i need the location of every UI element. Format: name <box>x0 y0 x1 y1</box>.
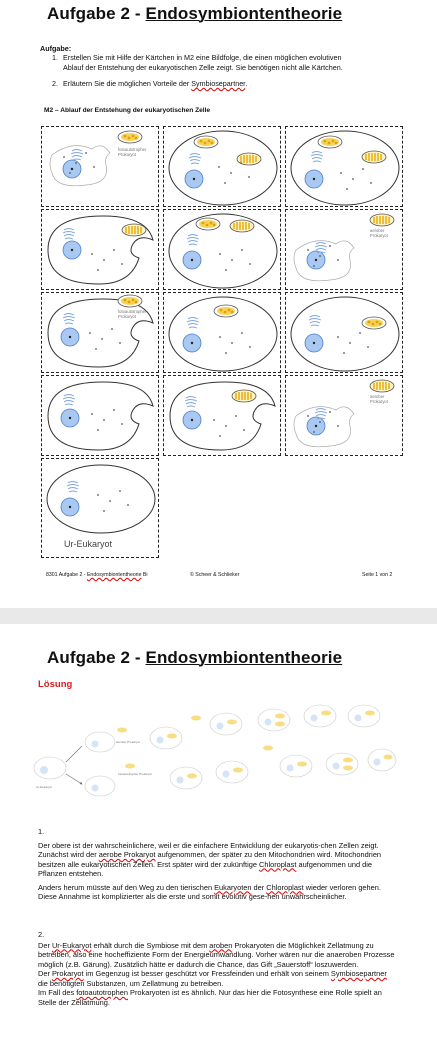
footer-center: © Scheer & Schlieker <box>190 572 240 578</box>
label-ur-eukaryot: Ur-Eukaryot <box>64 539 113 549</box>
page-title-2: Aufgabe 2 - Endosymbiontentheorie <box>47 648 343 667</box>
card-cell-chloro-mito[interactable] <box>163 126 281 207</box>
answer-2-paragraph-1: Der Ur-Eukaryot erhält durch die Symbiose mit dem aroben Prokaryoten die Möglichkeit Zellatmung zu betreiben, also eine hocheffiziente Form der Energieumwandlung. Vorher wären nur die anaeroben Prozesse möglich (z.B. Gärung). Zusätzlich hätte er dadurch die Chance, das Gift „Sauerstoff“ loszuwerden. <box>38 940 395 969</box>
label-photo-prokaryote-2: fotoautotropher Prokaryot <box>118 309 147 319</box>
card-small-cell-aerob-prokaryote-2[interactable] <box>285 375 403 456</box>
footer-right: Seite 1 von 2 <box>362 572 393 578</box>
task-1-number: 1. <box>52 53 58 62</box>
task-2-number: 2. <box>52 79 58 88</box>
card-cell-chloro-2[interactable] <box>285 292 403 373</box>
card-cell-chloro-mito-3[interactable] <box>163 209 281 290</box>
answer-2-paragraph-2: Der Prokaryot im Gegenzug ist besser geschützt vor Fressfeinden und erhält von seinem Symbiosepartner die benötigten Substanzen, um Zellatmung zu betreiben. <box>38 969 387 988</box>
diagram-start-cell <box>34 757 66 779</box>
solution-label: Lösung <box>38 679 73 690</box>
card-small-cell-aerob-prokaryote[interactable] <box>285 209 403 290</box>
worksheet-page-2 <box>0 624 437 1041</box>
answer-1-paragraph-1: Der obere ist der wahrscheinlichere, weil er die einfachere Entwicklung der eukaryotis-chen Zellen zeigt. Zunächst wird der aerobe Prokaryot aufgenommen, der später zu den Mitochondrien wird. Mitochondrien besitzen alle eukaryotischen Zellen. Erst später wird der zukünftige Chloroplast aufgenommen und die Pflanzen entstehen. <box>38 840 382 878</box>
task-2-text: Erläutern Sie die möglichen Vorteile der Symbiosepartner. <box>63 79 248 88</box>
card-cell-engulfing-mito[interactable] <box>163 375 281 456</box>
answer-1 <box>38 827 398 906</box>
answer-1-number: 1. <box>38 827 45 836</box>
card-ur-eukaryot[interactable] <box>41 458 159 558</box>
footer-left: 8301 Aufgabe 2 - Endosymbiontentheorie Bi <box>46 572 148 578</box>
card-cell-engulfing[interactable] <box>41 209 159 290</box>
task-1-line-1: Erstellen Sie mit Hilfe der Kärtchen in M2 eine Bildfolge, die einen möglichen evolutiven <box>63 53 342 62</box>
label-aerob-prokaryote-2: aerober Prokaryot <box>370 394 388 404</box>
m2-title: M2 – Ablauf der Entstehung der eukaryotischen Zelle <box>44 107 211 114</box>
answer-2 <box>38 930 398 1007</box>
answer-2-paragraph-3: Im Fall des fotoautotrophen Prokaryoten ist es ähnlich. Nur das hier die Fotosynthese eine Rolle spielt an Stelle der Zellatmung. <box>38 988 382 1007</box>
card-cell-chloro-mito-2[interactable] <box>285 126 403 207</box>
solution-diagram <box>30 704 400 804</box>
card-small-cell-photo-prokaryote[interactable] <box>41 126 159 207</box>
answer-1-paragraph-2: Anders herum müsste auf den Weg zu den tierischen Eukaryoten der Chloroplast wieder verloren gehen. Diese Annahme ist komplizierter als die erste und somit evolutiv gese-hen unwahrscheinlicher. <box>38 882 381 901</box>
label-aerob-prokaryote: aerober Prokaryot <box>370 228 388 238</box>
card-grid <box>41 126 403 560</box>
card-cell-photo-prokaryote-2[interactable] <box>41 292 159 373</box>
label-photo-prokaryote: fotoautotropher Prokaryot <box>118 147 147 157</box>
task-heading: Aufgabe: <box>40 44 72 53</box>
task-1-line-2: Ablauf der Entstehung der eukaryotischen Zelle zeigt. Sie benötigen nicht alle Kärtchen. <box>63 63 343 72</box>
card-cell-open[interactable] <box>41 375 159 456</box>
answer-2-number: 2. <box>38 930 45 939</box>
card-cell-chloro[interactable] <box>163 292 281 373</box>
diagram-label-ur: Ur-Eukaryot <box>36 785 53 789</box>
page-title: Aufgabe 2 - Endosymbiontentheorie <box>47 4 343 23</box>
diagram-label-aerob: aerober Prokaryot <box>116 740 141 744</box>
diagram-label-photo: fotoautotropher Prokaryot <box>118 772 153 776</box>
